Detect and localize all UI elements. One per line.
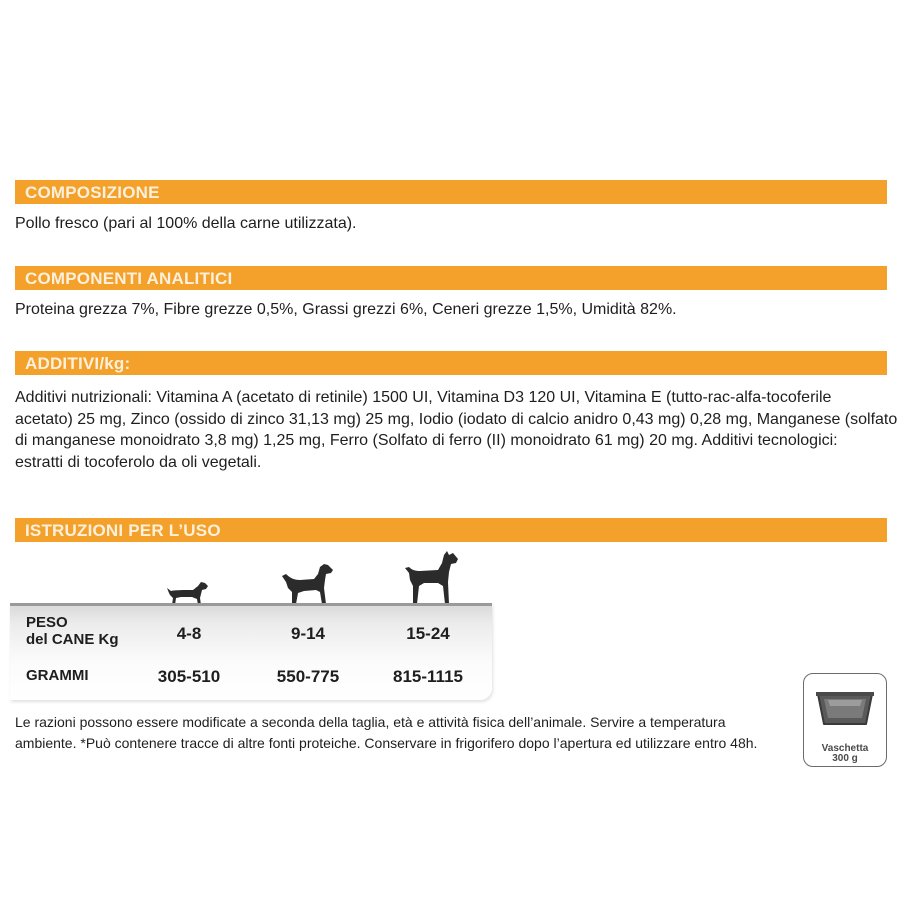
composition-text: Pollo fresco (pari al 100% della carne utilizzata). (15, 215, 357, 232)
package-label-line2: 300 g (832, 753, 858, 764)
additives-line: di manganese monoidrato 3,8 mg) 1,25 mg, Ferro (Solfato di ferro (II) monoidrato 61 mg) 20 mg. Additivi tecnologici: (15, 432, 838, 449)
grams-value-medium: 550-775 (276, 667, 340, 686)
additives-text (15, 387, 898, 473)
weight-value-medium: 9-14 (290, 624, 326, 643)
weight-value-large: 15-24 (406, 624, 450, 643)
weight-label-line: PESO (26, 614, 68, 631)
composition-header-band (15, 180, 887, 204)
weight-value-small: 4-8 (176, 624, 202, 643)
package-badge (803, 673, 887, 767)
tray-icon (814, 686, 876, 730)
usage-title: ISTRUZIONI PER L’USO (25, 521, 221, 540)
analytical-text: Proteina grezza 7%, Fibre grezze 0,5%, Grassi grezzi 6%, Ceneri grezze 1,5%, Umidità 82%. (15, 301, 677, 318)
weight-row-label (26, 614, 119, 648)
note-line: Le razioni possono essere modificate a seconda della taglia, età e attività fisica dell’animale. Servire a temperatura (15, 714, 726, 730)
additives-line: acetato) 25 mg, Zinco (ossido di zinco 31,13 mg) 25 mg, Iodio (iodato di calcio anidro 0,43 mg) 0,28 mg, Manganese (solfato (15, 410, 898, 428)
note-line: ambiente. *Può contenere tracce di altre fonti proteiche. Conservare in frigorifero dopo l’apertura ed utilizzare entro 48h. (15, 735, 758, 751)
large-dog-icon (402, 550, 460, 606)
feeding-table (10, 603, 492, 700)
composition-title: COMPOSIZIONE (25, 183, 160, 202)
grams-value-large: 815-1115 (393, 667, 463, 686)
medium-dog-icon (280, 562, 336, 606)
additives-title: ADDITIVI/kg: (25, 354, 131, 373)
grams-row-label: GRAMMI (26, 667, 89, 684)
grams-value-small: 305-510 (157, 667, 221, 686)
analytical-title: COMPONENTI ANALITICI (25, 269, 233, 288)
additives-line: estratti di tocoferolo da oli vegetali. (15, 453, 262, 471)
analytical-header-band (15, 266, 887, 290)
additives-line: Additivi nutrizionali: Vitamina A (acetato di retinile) 1500 UI, Vitamina D3 120 UI, Vitamina E (tutto-rac-alfa-tocoferile (15, 389, 832, 406)
weight-label-line: del CANE Kg (26, 631, 119, 648)
serving-note (15, 712, 775, 754)
table-top-rule (10, 603, 492, 606)
usage-header-band (15, 518, 887, 542)
additives-header-band (15, 351, 887, 375)
package-label-line1: Vaschetta (821, 743, 869, 754)
